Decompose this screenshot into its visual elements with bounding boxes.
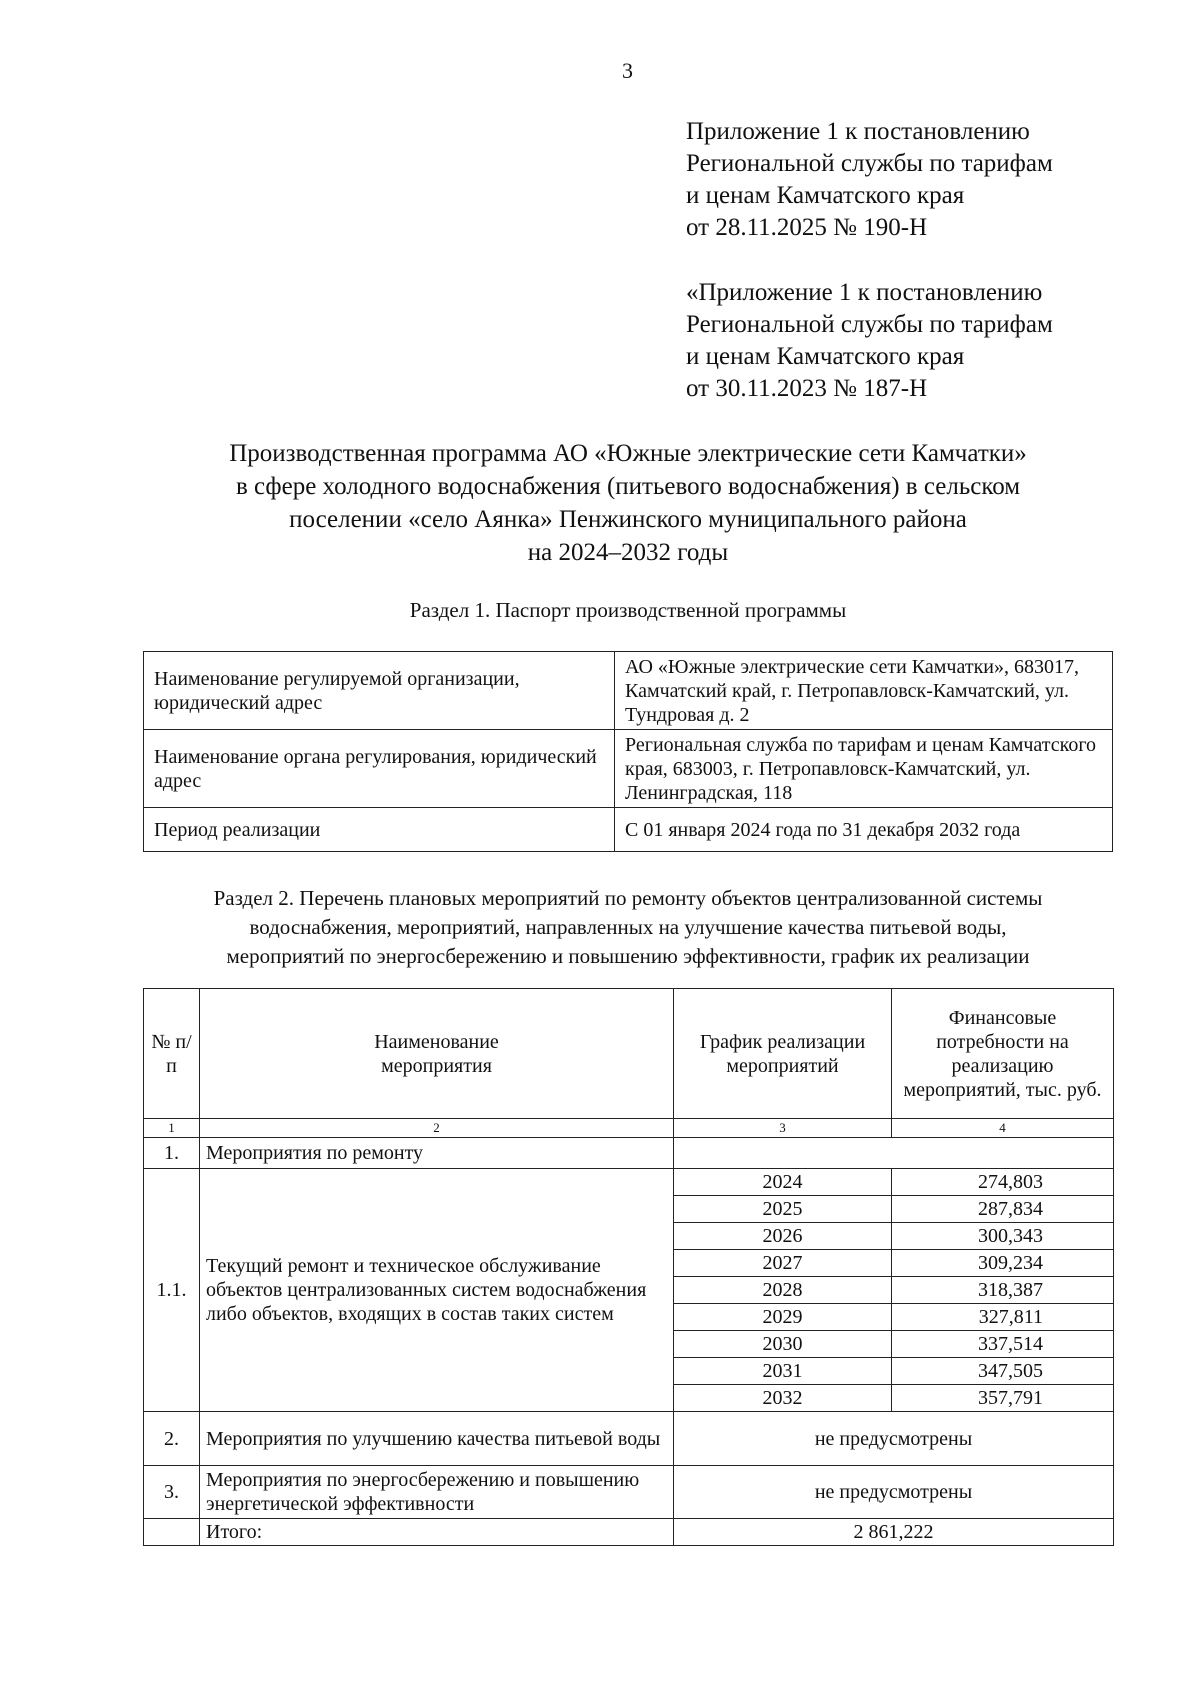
schedule-value: 357,791 [892,1385,1114,1412]
row-name: Мероприятия по ремонту [200,1138,674,1169]
label-cell: Наименование органа регулирования, юридический адрес [144,730,615,808]
heading-line: Раздел 2. Перечень плановых мероприятий по ремонту объектов централизованной системы [213,886,1043,910]
table-row [144,1466,1114,1519]
row-name: Текущий ремонт и техническое обслуживание объектов централизованных систем водоснабжения либо объектов, входящих в состав таких систем [200,1169,674,1412]
header-finance: Финансовые потребности на реализацию мероприятий, тыс. руб. [892,989,1114,1119]
row-name: Мероприятия по улучшению качества питьевой воды [200,1412,674,1466]
schedule-value: 318,387 [892,1277,1114,1304]
title-line: Производственная программа АО «Южные электрические сети Камчатки» [229,440,1027,467]
value-cell: С 01 января 2024 года по 31 декабря 2032 года [615,808,1113,852]
header-schedule: График реализации мероприятий [674,989,892,1119]
table-row [144,730,1113,808]
appendix-line: Региональной службы по тарифам [686,150,1053,177]
section1-heading: Раздел 1. Паспорт производственной программы [409,598,847,622]
schedule-value: 327,811 [892,1304,1114,1331]
header-num: № п/п [144,989,200,1119]
empty-cell [144,1519,200,1546]
schedule-year: 2032 [674,1385,892,1412]
row-num: 2. [144,1412,200,1466]
column-number-row [144,1119,1114,1138]
schedule-year: 2025 [674,1196,892,1223]
schedule-row [144,1169,1114,1196]
row-num: 1.1. [144,1169,200,1412]
table-row [144,808,1113,852]
heading-line: мероприятий по энергосбережению и повышению эффективности, график их реализации [226,944,1030,968]
table-row [144,652,1113,730]
schedule-year: 2027 [674,1250,892,1277]
appendix-line: «Приложение 1 к постановлению [686,279,1043,306]
appendix-line: Приложение 1 к постановлению [686,118,1030,145]
section2-heading [130,884,1126,971]
appendix-line: и ценам Камчатского края [686,343,965,370]
schedule-value: 300,343 [892,1223,1114,1250]
total-row [144,1519,1114,1546]
schedule-year: 2026 [674,1223,892,1250]
schedule-year: 2028 [674,1277,892,1304]
schedule-value: 347,505 [892,1358,1114,1385]
row-num: 3. [144,1466,200,1519]
col-number: 2 [200,1119,674,1138]
measures-table [143,988,1114,1546]
appendix-header-new [686,116,1053,244]
title-line: на 2024–2032 годы [527,539,729,566]
empty-cell [674,1138,1114,1169]
appendix-line: от 30.11.2023 № 187-Н [686,375,928,402]
table-row [144,1138,1114,1169]
value-cell: Региональная служба по тарифам и ценам Камчатского края, 683003, г. Петропавловск-Камчатский, ул. Ленинградская, 118 [615,730,1113,808]
schedule-rows [144,1169,1114,1412]
schedule-year: 2029 [674,1304,892,1331]
appendix-line: Региональной службы по тарифам [686,311,1053,338]
col-number: 3 [674,1119,892,1138]
page-number: 3 [622,58,633,83]
schedule-value: 287,834 [892,1196,1114,1223]
schedule-value: 274,803 [892,1169,1114,1196]
table-row [144,1412,1114,1466]
document-title [100,437,1156,569]
title-line: в сфере холодного водоснабжения (питьевого водоснабжения) в сельском [235,473,1021,500]
appendix-line: и ценам Камчатского края [686,182,965,209]
header-name: Наименование мероприятия [200,989,674,1119]
header-row [144,989,1114,1119]
label-cell: Период реализации [144,808,615,852]
schedule-year: 2031 [674,1358,892,1385]
label-cell: Наименование регулируемой организации, юридический адрес [144,652,615,730]
schedule-value: 309,234 [892,1250,1114,1277]
appendix-line: от 28.11.2025 № 190-Н [686,214,928,241]
row-num: 1. [144,1138,200,1169]
schedule-year: 2024 [674,1169,892,1196]
title-line: поселении «село Аянка» Пенжинского муниципального района [289,506,967,533]
schedule-value: 337,514 [892,1331,1114,1358]
heading-line: водоснабжения, мероприятий, направленных на улучшение качества питьевой воды, [249,915,1007,939]
total-value: 2 861,222 [674,1519,1114,1546]
row-value: не предусмотрены [674,1412,1114,1466]
total-label: Итого: [200,1519,674,1546]
value-cell: АО «Южные электрические сети Камчатки», 683017, Камчатский край, г. Петропавловск-Камчатский, ул. Тундровая д. 2 [615,652,1113,730]
row-value: не предусмотрены [674,1466,1114,1519]
passport-table [143,651,1113,852]
schedule-year: 2030 [674,1331,892,1358]
appendix-header-old [686,277,1053,405]
col-number: 1 [144,1119,200,1138]
row-name: Мероприятия по энергосбережению и повышению энергетической эффективности [200,1466,674,1519]
col-number: 4 [892,1119,1114,1138]
